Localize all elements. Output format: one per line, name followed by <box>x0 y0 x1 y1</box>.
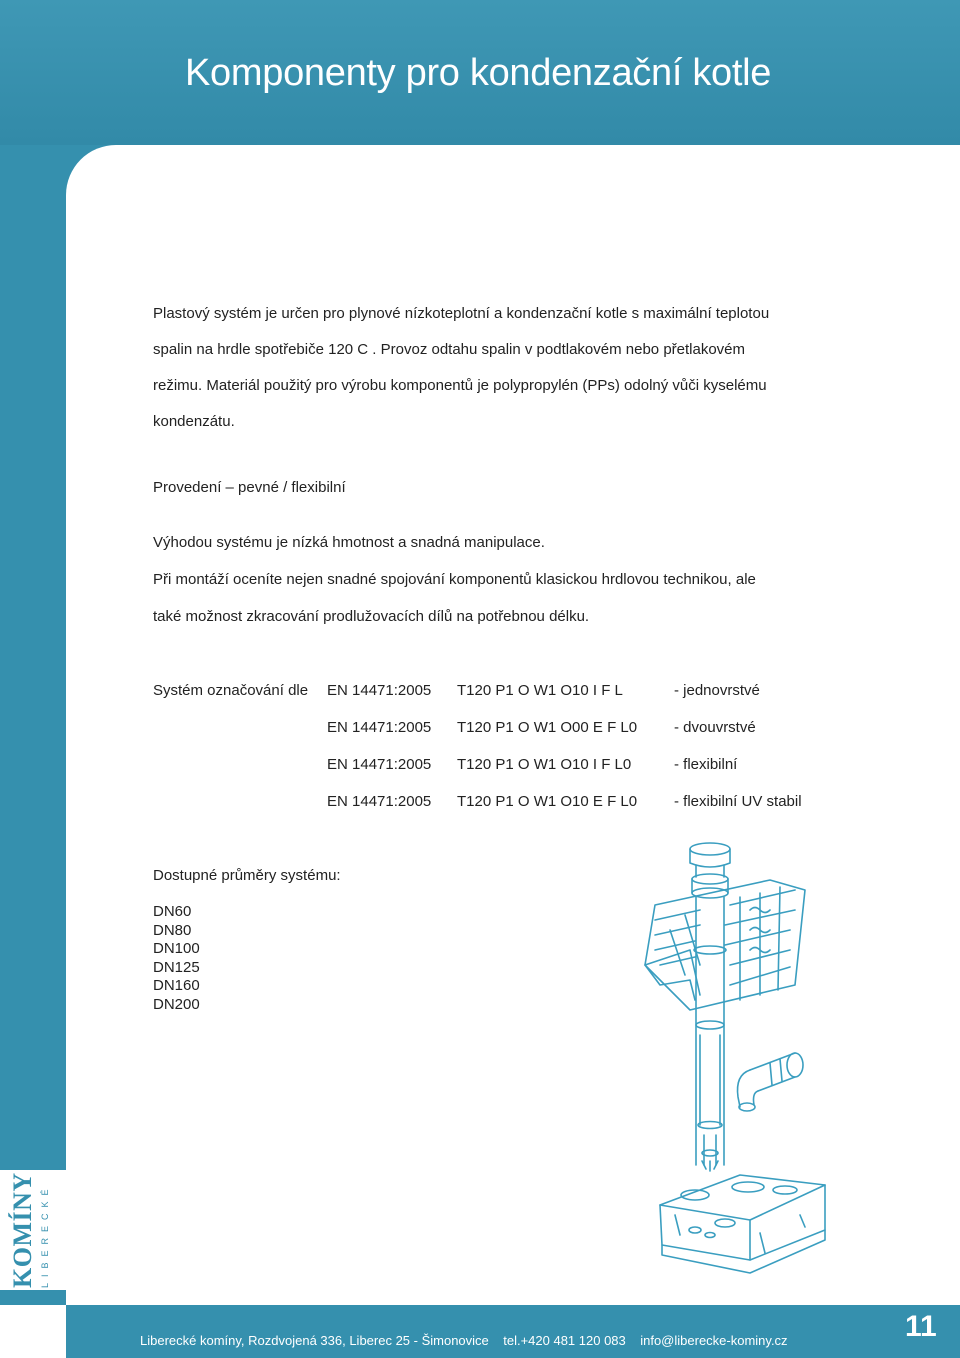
assembly-line: také možnost zkracování prodlužovacích dílů na potřebnou délku. <box>153 608 590 625</box>
footer-address: Liberecké komíny, Rozdvojená 336, Liberec 25 - Šimonovice <box>140 1333 489 1348</box>
page-title: Komponenty pro kondenzační kotle <box>185 52 772 94</box>
footer-contact <box>140 1333 788 1348</box>
designation-code: T120 P1 O W1 O10 E F L0 <box>457 793 638 810</box>
frame-corner <box>66 145 116 195</box>
footer-phone: tel.+420 481 120 083 <box>503 1333 626 1348</box>
designation-type: - dvouvrstvé <box>674 719 756 736</box>
provedeni-text: Provedení – pevné / flexibilní <box>153 479 346 496</box>
diameters-list <box>153 903 200 1014</box>
designation-norm: EN 14471:2005 <box>327 682 432 699</box>
designation-norm: EN 14471:2005 <box>327 793 432 810</box>
brand-logo <box>0 1170 66 1290</box>
designation-row <box>153 719 873 743</box>
diameter-item: DN200 <box>153 995 200 1013</box>
diameter-item: DN60 <box>153 903 192 920</box>
advantage-text: Výhodou systému je nízká hmotnost a snadná manipulace. <box>153 534 545 551</box>
designation-code: T120 P1 O W1 O10 I F L <box>457 682 623 699</box>
diameter-item: DN100 <box>153 940 200 957</box>
boiler-unit <box>660 1175 825 1273</box>
designation-row <box>153 756 873 780</box>
roof-tiles <box>645 880 805 1010</box>
page-number: 11 <box>905 1310 937 1343</box>
designation-type: - flexibilní UV stabil <box>674 793 802 810</box>
diameter-item: DN125 <box>153 958 200 976</box>
assembly-line: Při montáží oceníte nejen snadné spojování komponentů klasickou hrdlovou technikou, ale <box>153 571 756 588</box>
designation-norm: EN 14471:2005 <box>327 756 432 773</box>
designation-type: - flexibilní <box>674 756 738 773</box>
terminal-cap <box>690 843 730 898</box>
intro-line: kondenzátu. <box>153 413 235 430</box>
designation-norm: EN 14471:2005 <box>327 719 432 736</box>
logo-sub-text: LIBERECKÉ <box>40 1183 50 1288</box>
intro-line: Plastový systém je určen pro plynové nízkoteplotní a kondenzační kotle s maximální teplotou <box>153 305 770 322</box>
logo-main-text: KOMÍNY <box>8 1172 37 1288</box>
designation-label: Systém označování dle <box>153 682 309 699</box>
designation-type: - jednovrstvé <box>674 682 760 699</box>
elbow-pipe <box>738 1053 804 1111</box>
left-frame <box>0 145 66 1305</box>
designation-code: T120 P1 O W1 O10 I F L0 <box>457 756 632 773</box>
footer-band <box>66 1305 960 1358</box>
intro-line: režimu. Materiál použitý pro výrobu komponentů je polypropylén (PPs) odolný vůči kyselému <box>153 377 767 394</box>
diameter-item: DN80 <box>153 921 192 939</box>
designation-row <box>153 793 873 817</box>
designation-code: T120 P1 O W1 O00 E F L0 <box>457 719 638 736</box>
footer-email: info@liberecke-kominy.cz <box>640 1333 788 1348</box>
diameters-heading: Dostupné průměry systému: <box>153 867 341 884</box>
diameter-item: DN160 <box>153 977 200 994</box>
intro-line: spalin na hrdle spotřebiče 120 C . Provoz odtahu spalin v podtlakovém nebo přetlakovém <box>153 341 746 358</box>
vertical-pipe <box>694 897 726 1171</box>
designation-row <box>153 682 873 706</box>
intro-paragraph <box>153 296 853 440</box>
flue-system-illustration <box>600 835 930 1300</box>
